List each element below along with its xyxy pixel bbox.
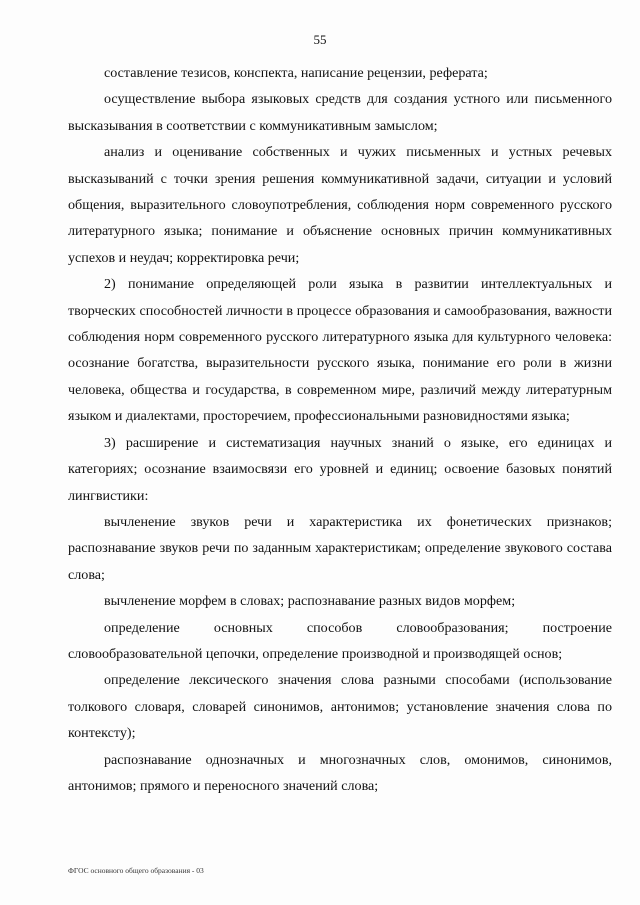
paragraph: вычленение морфем в словах; распознавание разных видов морфем; xyxy=(104,593,516,610)
paragraph: определение основных способов словообразования; построение словообразовательной цепочки, определение производной и производящей основ; xyxy=(68,619,612,662)
paragraph: осуществление выбора языковых средств для создания устного или письменного высказывания в соответствии с коммуникативным замыслом; xyxy=(68,91,612,134)
paragraph: 3) расширение и систематизация научных знаний о языке, его единицах и категориях; осознание взаимосвязи его уровней и единиц; освоение базовых понятий лингвистики: xyxy=(68,434,612,504)
page-footer: ФГОС основного общего образования - 03 xyxy=(68,866,204,875)
page-number: 55 xyxy=(313,32,327,47)
paragraph: анализ и оценивание собственных и чужих письменных и устных речевых высказываний с точки зрения решения коммуникативной задачи, ситуации и условий общения, выразительного словоупотребления, соблюдения норм современного русского литературного языка; понимание и объяснение основных причин коммуникативных успехов и неудач; корректировка речи; xyxy=(68,144,612,266)
paragraph: составление тезисов, конспекта, написание рецензии, реферата; xyxy=(104,65,488,81)
paragraph: 2) понимание определяющей роли языка в развитии интеллектуальных и творческих способностей личности в процессе образования и самообразования, важности соблюдения норм современного русского литературного языка для культурного человека: осознание богатства, выразительности русского языка, понимание его роли в жизни человека, общества и государства, в современном мире, различий между литературным языком и диалектами, просторечием, профессиональными разновидностями языка; xyxy=(68,276,612,425)
paragraph: распознавание однозначных и многозначных слов, омонимов, синонимов, антонимов; прямого и переносного значений слова; xyxy=(68,751,612,794)
paragraph: вычленение звуков речи и характеристика их фонетических признаков; распознавание звуков речи по заданным характеристикам; определение звукового состава слова; xyxy=(68,513,612,583)
paragraph: определение лексического значения слова разными способами (использование толкового словаря, словарей синонимов, антонимов; установление значения слова по контексту); xyxy=(68,672,612,742)
document-body xyxy=(68,60,612,799)
